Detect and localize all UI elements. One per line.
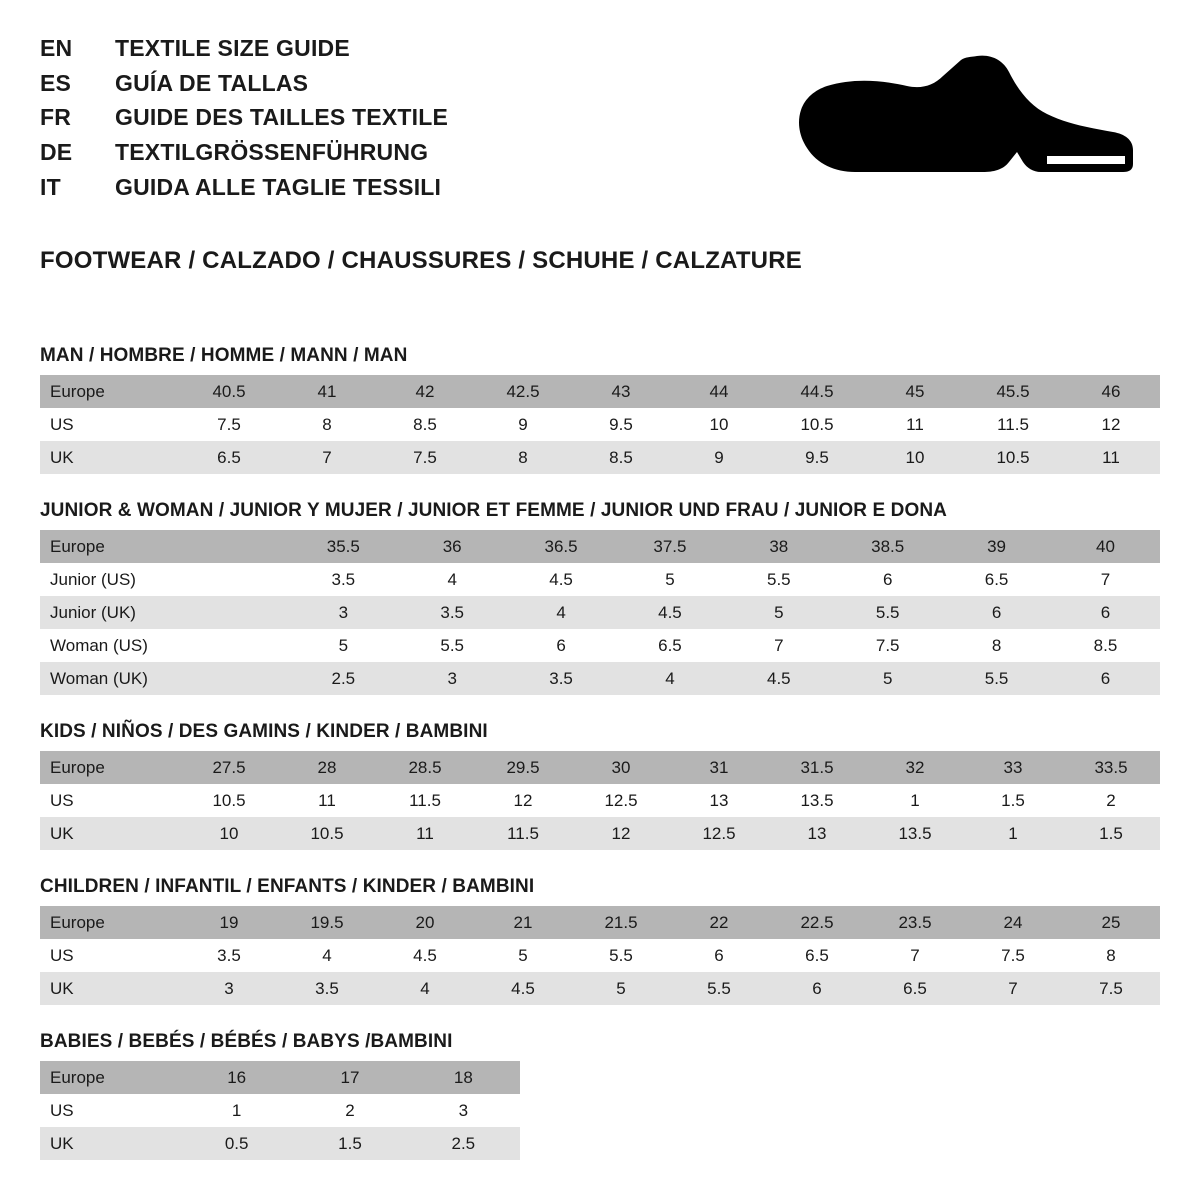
size-cell: 5 (572, 972, 670, 1005)
size-cell: 20 (376, 906, 474, 939)
size-cell: 4.5 (724, 662, 833, 695)
size-cell: 38.5 (833, 530, 942, 563)
size-cell: 6 (1051, 596, 1160, 629)
size-cell: 10 (866, 441, 964, 474)
section-title: CHILDREN / INFANTIL / ENFANTS / KINDER / BAMBINI (40, 876, 535, 897)
size-cell: 44 (670, 375, 768, 408)
size-cell: 3.5 (289, 563, 398, 596)
size-cell: 1.5 (1062, 817, 1160, 850)
size-table (40, 1061, 520, 1160)
size-cell: 3.5 (398, 596, 507, 629)
size-cell: 4 (507, 596, 616, 629)
size-cell: 4.5 (376, 939, 474, 972)
size-cell: 7 (724, 629, 833, 662)
size-table (40, 375, 1160, 474)
size-cell (180, 530, 289, 563)
size-cell: 7.5 (964, 939, 1062, 972)
language-row (40, 67, 448, 100)
size-cell: 9 (474, 408, 572, 441)
size-cell: 10.5 (768, 408, 866, 441)
size-section (40, 721, 1160, 850)
size-cell: 5.5 (724, 563, 833, 596)
section-title: KIDS / NIÑOS / DES GAMINS / KINDER / BAMBINI (40, 721, 488, 742)
size-cell: 36.5 (507, 530, 616, 563)
size-cell: 3 (407, 1094, 520, 1127)
size-cell: 19 (180, 906, 278, 939)
size-cell: 31.5 (768, 751, 866, 784)
size-section (40, 1031, 1160, 1160)
size-cell: 24 (964, 906, 1062, 939)
size-cell: 42.5 (474, 375, 572, 408)
size-cell: 10.5 (180, 784, 278, 817)
size-cell: 12 (572, 817, 670, 850)
size-cell: 5.5 (670, 972, 768, 1005)
size-cell: 6.5 (866, 972, 964, 1005)
size-cell: 1.5 (293, 1127, 406, 1160)
size-cell: 13 (670, 784, 768, 817)
language-title: GUIDA ALLE TAGLIE TESSILI (115, 173, 442, 200)
size-cell: 13.5 (866, 817, 964, 850)
size-cell: 4.5 (616, 596, 725, 629)
size-cell: 11.5 (376, 784, 474, 817)
size-cell: 6 (670, 939, 768, 972)
size-cell (180, 662, 289, 695)
size-cell: 13.5 (768, 784, 866, 817)
size-cell: 46 (1062, 375, 1160, 408)
size-cell: 10.5 (964, 441, 1062, 474)
size-cell: 11 (866, 408, 964, 441)
size-cell: 6 (768, 972, 866, 1005)
size-cell: 1 (180, 1094, 293, 1127)
size-cell: 43 (572, 375, 670, 408)
size-cell: 4 (616, 662, 725, 695)
size-cell: 6.5 (942, 563, 1051, 596)
language-code: IT (40, 173, 61, 200)
size-cell: 1 (866, 784, 964, 817)
dress-shoe-icon (790, 52, 1140, 212)
size-cell: 8 (1062, 939, 1160, 972)
row-label: Europe (40, 906, 180, 939)
size-cell: 6 (942, 596, 1051, 629)
category-title: FOOTWEAR / CALZADO / CHAUSSURES / SCHUHE / CALZATURE (40, 247, 802, 274)
section-title: MAN / HOMBRE / HOMME / MANN / MAN (40, 345, 408, 366)
language-code: DE (40, 138, 73, 165)
size-cell: 25 (1062, 906, 1160, 939)
size-cell: 7 (278, 441, 376, 474)
size-cell: 8.5 (572, 441, 670, 474)
row-label: US (40, 1094, 180, 1127)
size-cell: 2.5 (407, 1127, 520, 1160)
size-cell: 11.5 (474, 817, 572, 850)
table-row (40, 1127, 520, 1160)
size-cell: 2 (293, 1094, 406, 1127)
size-cell: 5 (616, 563, 725, 596)
size-cell: 7.5 (1062, 972, 1160, 1005)
table-row (40, 817, 1160, 850)
size-cell: 36 (398, 530, 507, 563)
size-table (40, 906, 1160, 1005)
table-row (40, 408, 1160, 441)
size-cell (180, 563, 289, 596)
size-cell: 37.5 (616, 530, 725, 563)
size-cell: 11 (278, 784, 376, 817)
size-cell: 28 (278, 751, 376, 784)
size-cell: 10 (180, 817, 278, 850)
size-cell: 21.5 (572, 906, 670, 939)
size-cell: 1 (964, 817, 1062, 850)
language-row (40, 171, 448, 204)
size-cell: 9.5 (768, 441, 866, 474)
size-cell: 40 (1051, 530, 1160, 563)
language-code: EN (40, 35, 73, 61)
row-label: US (40, 784, 180, 817)
table-row (40, 1061, 520, 1094)
size-cell: 35.5 (289, 530, 398, 563)
table-row (40, 375, 1160, 408)
size-cell: 5 (833, 662, 942, 695)
size-table (40, 530, 1160, 695)
size-cell: 3.5 (180, 939, 278, 972)
table-row (40, 629, 1160, 662)
size-cell: 2.5 (289, 662, 398, 695)
table-row (40, 784, 1160, 817)
language-list (40, 32, 448, 203)
size-section (40, 500, 1160, 695)
row-label: Europe (40, 375, 180, 408)
size-cell: 7 (866, 939, 964, 972)
size-cell: 44.5 (768, 375, 866, 408)
row-label: US (40, 939, 180, 972)
size-cell: 13 (768, 817, 866, 850)
language-code: ES (40, 69, 72, 96)
language-title: GUÍA DE TALLAS (115, 69, 309, 96)
size-cell: 6.5 (180, 441, 278, 474)
size-cell: 40.5 (180, 375, 278, 408)
size-cell: 8 (278, 408, 376, 441)
size-section (40, 876, 1160, 1005)
size-cell: 6 (833, 563, 942, 596)
row-label: UK (40, 441, 180, 474)
size-cell: 17 (293, 1061, 406, 1094)
size-cell: 4.5 (474, 972, 572, 1005)
size-cell: 31 (670, 751, 768, 784)
language-title: TEXTILE SIZE GUIDE (115, 35, 350, 61)
size-cell: 11 (1062, 441, 1160, 474)
language-row (40, 101, 448, 134)
language-code: FR (40, 104, 72, 131)
size-cell: 16 (180, 1061, 293, 1094)
size-cell: 12.5 (572, 784, 670, 817)
size-cell: 4 (398, 563, 507, 596)
size-cell: 1.5 (964, 784, 1062, 817)
section-title: JUNIOR & WOMAN / JUNIOR Y MUJER / JUNIOR ET FEMME / JUNIOR UND FRAU / JUNIOR E DONA (40, 500, 948, 521)
size-cell (180, 629, 289, 662)
language-title: TEXTILGRÖSSENFÜHRUNG (115, 138, 429, 165)
size-cell (180, 596, 289, 629)
size-cell: 7.5 (180, 408, 278, 441)
size-cell: 8.5 (1051, 629, 1160, 662)
size-cell: 42 (376, 375, 474, 408)
row-label: Europe (40, 530, 180, 563)
size-cell: 9.5 (572, 408, 670, 441)
table-row (40, 530, 1160, 563)
table-row (40, 441, 1160, 474)
size-cell: 8.5 (376, 408, 474, 441)
size-cell: 5.5 (942, 662, 1051, 695)
size-cell: 12 (1062, 408, 1160, 441)
size-cell: 5.5 (833, 596, 942, 629)
row-label: UK (40, 1127, 180, 1160)
row-label: Europe (40, 751, 180, 784)
size-cell: 4.5 (507, 563, 616, 596)
table-row (40, 972, 1160, 1005)
size-cell: 22 (670, 906, 768, 939)
table-row (40, 939, 1160, 972)
language-row (40, 136, 448, 169)
size-section (40, 345, 1160, 474)
size-cell: 9 (670, 441, 768, 474)
row-label: Junior (US) (40, 563, 180, 596)
size-cell: 21 (474, 906, 572, 939)
document-header (40, 32, 1160, 212)
size-cell: 11.5 (964, 408, 1062, 441)
size-cell: 3 (289, 596, 398, 629)
section-title: BABIES / BEBÉS / BÉBÉS / BABYS /BAMBINI (40, 1031, 453, 1052)
language-title: GUIDE DES TAILLES TEXTILE (115, 104, 448, 131)
size-cell: 6 (507, 629, 616, 662)
size-cell: 5.5 (398, 629, 507, 662)
size-cell: 39 (942, 530, 1051, 563)
size-cell: 8 (942, 629, 1051, 662)
size-cell: 10 (670, 408, 768, 441)
size-cell: 32 (866, 751, 964, 784)
row-label: UK (40, 817, 180, 850)
size-cell: 7.5 (376, 441, 474, 474)
size-cell: 30 (572, 751, 670, 784)
size-cell: 4 (278, 939, 376, 972)
table-row (40, 1094, 520, 1127)
size-cell: 12.5 (670, 817, 768, 850)
size-cell: 6.5 (768, 939, 866, 972)
size-cell: 8 (474, 441, 572, 474)
size-cell: 27.5 (180, 751, 278, 784)
size-cell: 3 (398, 662, 507, 695)
row-label: UK (40, 972, 180, 1005)
size-cell: 3.5 (507, 662, 616, 695)
size-table (40, 751, 1160, 850)
size-cell: 5 (724, 596, 833, 629)
size-cell: 7.5 (833, 629, 942, 662)
table-row (40, 596, 1160, 629)
size-cell: 7 (964, 972, 1062, 1005)
table-row (40, 563, 1160, 596)
size-cell: 0.5 (180, 1127, 293, 1160)
row-label: Europe (40, 1061, 180, 1094)
size-cell: 6 (1051, 662, 1160, 695)
size-cell: 18 (407, 1061, 520, 1094)
size-cell: 33 (964, 751, 1062, 784)
size-cell: 10.5 (278, 817, 376, 850)
size-cell: 33.5 (1062, 751, 1160, 784)
size-cell: 11 (376, 817, 474, 850)
size-cell: 38 (724, 530, 833, 563)
size-cell: 2 (1062, 784, 1160, 817)
size-cell: 3.5 (278, 972, 376, 1005)
table-row (40, 751, 1160, 784)
size-cell: 7 (1051, 563, 1160, 596)
table-row (40, 662, 1160, 695)
size-cell: 28.5 (376, 751, 474, 784)
size-cell: 4 (376, 972, 474, 1005)
size-sections (40, 345, 1160, 1160)
size-cell: 6.5 (616, 629, 725, 662)
table-row (40, 906, 1160, 939)
size-cell: 45 (866, 375, 964, 408)
row-label: Woman (US) (40, 629, 180, 662)
size-cell: 45.5 (964, 375, 1062, 408)
row-label: US (40, 408, 180, 441)
size-cell: 29.5 (474, 751, 572, 784)
size-cell: 5 (289, 629, 398, 662)
size-cell: 5.5 (572, 939, 670, 972)
row-label: Junior (UK) (40, 596, 180, 629)
size-cell: 12 (474, 784, 572, 817)
size-cell: 19.5 (278, 906, 376, 939)
size-cell: 41 (278, 375, 376, 408)
size-cell: 23.5 (866, 906, 964, 939)
language-row (40, 32, 448, 65)
row-label: Woman (UK) (40, 662, 180, 695)
size-cell: 5 (474, 939, 572, 972)
size-cell: 22.5 (768, 906, 866, 939)
size-cell: 3 (180, 972, 278, 1005)
